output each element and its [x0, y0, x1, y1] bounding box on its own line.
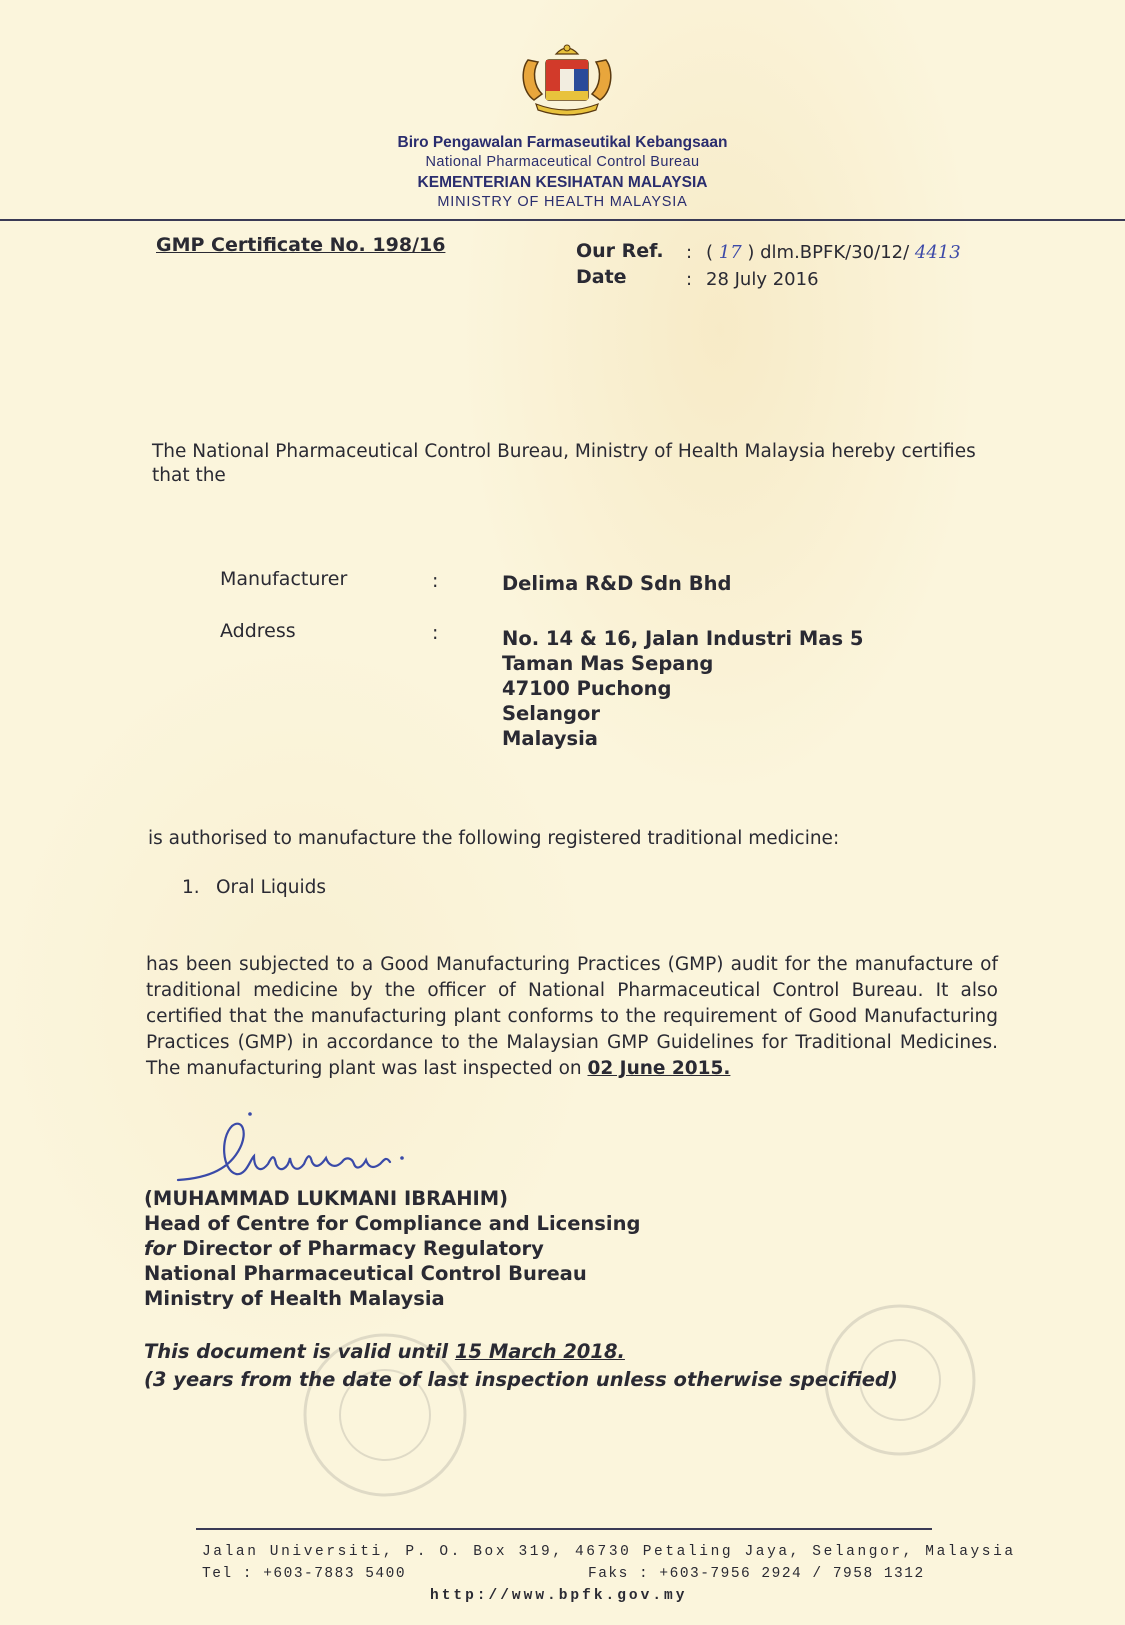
our-ref-handwritten-number: 17	[718, 242, 742, 263]
malaysia-coat-of-arms-logo	[516, 40, 618, 116]
our-ref-label: Our Ref.	[576, 240, 664, 262]
address-line: Taman Mas Sepang	[502, 652, 714, 675]
footer-fax: Faks : +603-7956 2924 / 7958 1312	[588, 1566, 925, 1582]
our-ref-prefix: (	[706, 242, 719, 263]
authorisation-statement: is authorised to manufacture the following registered traditional medicine:	[148, 828, 840, 849]
signatory-organisation: National Pharmaceutical Control Bureau	[144, 1262, 587, 1285]
signatory-title: Head of Centre for Compliance and Licensing	[144, 1212, 641, 1235]
footer-telephone: Tel : +603-7883 5400	[202, 1566, 407, 1582]
for-prefix: for	[144, 1237, 176, 1260]
manufacturer-value: Delima R&D Sdn Bhd	[502, 572, 732, 595]
ministry-name-english: MINISTRY OF HEALTH MALAYSIA	[437, 194, 688, 210]
gmp-statement	[146, 952, 998, 1082]
signatory-ministry: Ministry of Health Malaysia	[144, 1287, 445, 1310]
validity-line	[144, 1338, 898, 1366]
manufacturer-label: Manufacturer	[220, 568, 348, 590]
address-label: Address	[220, 620, 296, 642]
our-ref-handwritten-suffix: 4413	[914, 242, 961, 263]
address-colon: :	[432, 622, 439, 644]
product-number: 1.	[182, 877, 200, 898]
address-line: 47100 Puchong	[502, 677, 672, 700]
header-divider	[0, 219, 1125, 221]
signatory-name: (MUHAMMAD LUKMANI IBRAHIM)	[144, 1187, 509, 1210]
address-block	[502, 626, 863, 751]
signatory-role-text: Director of Pharmacy Regulatory	[175, 1237, 544, 1260]
footer-website-link[interactable]: http://www.bpfk.gov.my	[430, 1588, 688, 1604]
date-value: 28 July 2016	[706, 269, 819, 290]
bureau-name-english: National Pharmaceutical Control Bureau	[425, 154, 700, 170]
signatory-block	[144, 1186, 640, 1311]
handwritten-signature	[170, 1108, 440, 1198]
valid-until-date: 15 March 2018.	[454, 1340, 625, 1363]
validity-block	[144, 1338, 898, 1394]
manufacturer-colon: :	[432, 570, 439, 592]
our-ref-value	[706, 242, 961, 263]
our-ref-colon: :	[686, 242, 693, 263]
footer-divider	[196, 1528, 932, 1530]
validity-prefix: This document is valid until	[144, 1340, 455, 1363]
certification-intro: The National Pharmaceutical Control Bureau, Ministry of Health Malaysia hereby certifies that the	[152, 441, 976, 486]
bureau-name-malay: Biro Pengawalan Farmaseutikal Kebangsaan	[397, 134, 728, 151]
our-ref-file-code: ) dlm.BPFK/30/12/	[741, 242, 915, 263]
last-inspection-date: 02 June 2015.	[587, 1058, 731, 1079]
date-colon: :	[686, 269, 693, 290]
address-line: Selangor	[502, 702, 600, 725]
footer-address: Jalan Universiti, P. O. Box 319, 46730 Petaling Jaya, Selangor, Malaysia	[202, 1544, 1016, 1560]
validity-note: (3 years from the date of last inspection unless otherwise specified)	[144, 1368, 898, 1391]
product-list-item	[182, 877, 326, 898]
signatory-role	[144, 1236, 640, 1261]
certificate-number: GMP Certificate No. 198/16	[156, 234, 446, 256]
address-line: No. 14 & 16, Jalan Industri Mas 5	[502, 627, 864, 650]
date-label: Date	[576, 266, 627, 288]
product-name: Oral Liquids	[216, 877, 326, 898]
gmp-statement-text: has been subjected to a Good Manufacturing Practices (GMP) audit for the manufacture of traditional medicine by the officer of National Pharmaceutical Control Bureau. It also certified that the manufacturing plant conforms to the requirement of Good Manufacturing Practices (GMP) in accordance to the Malaysian GMP Guidelines for Traditional Medicines. The manufacturing plant was last inspected on	[146, 954, 998, 1079]
address-line: Malaysia	[502, 727, 598, 750]
ministry-name-malay: KEMENTERIAN KESIHATAN MALAYSIA	[417, 174, 708, 191]
